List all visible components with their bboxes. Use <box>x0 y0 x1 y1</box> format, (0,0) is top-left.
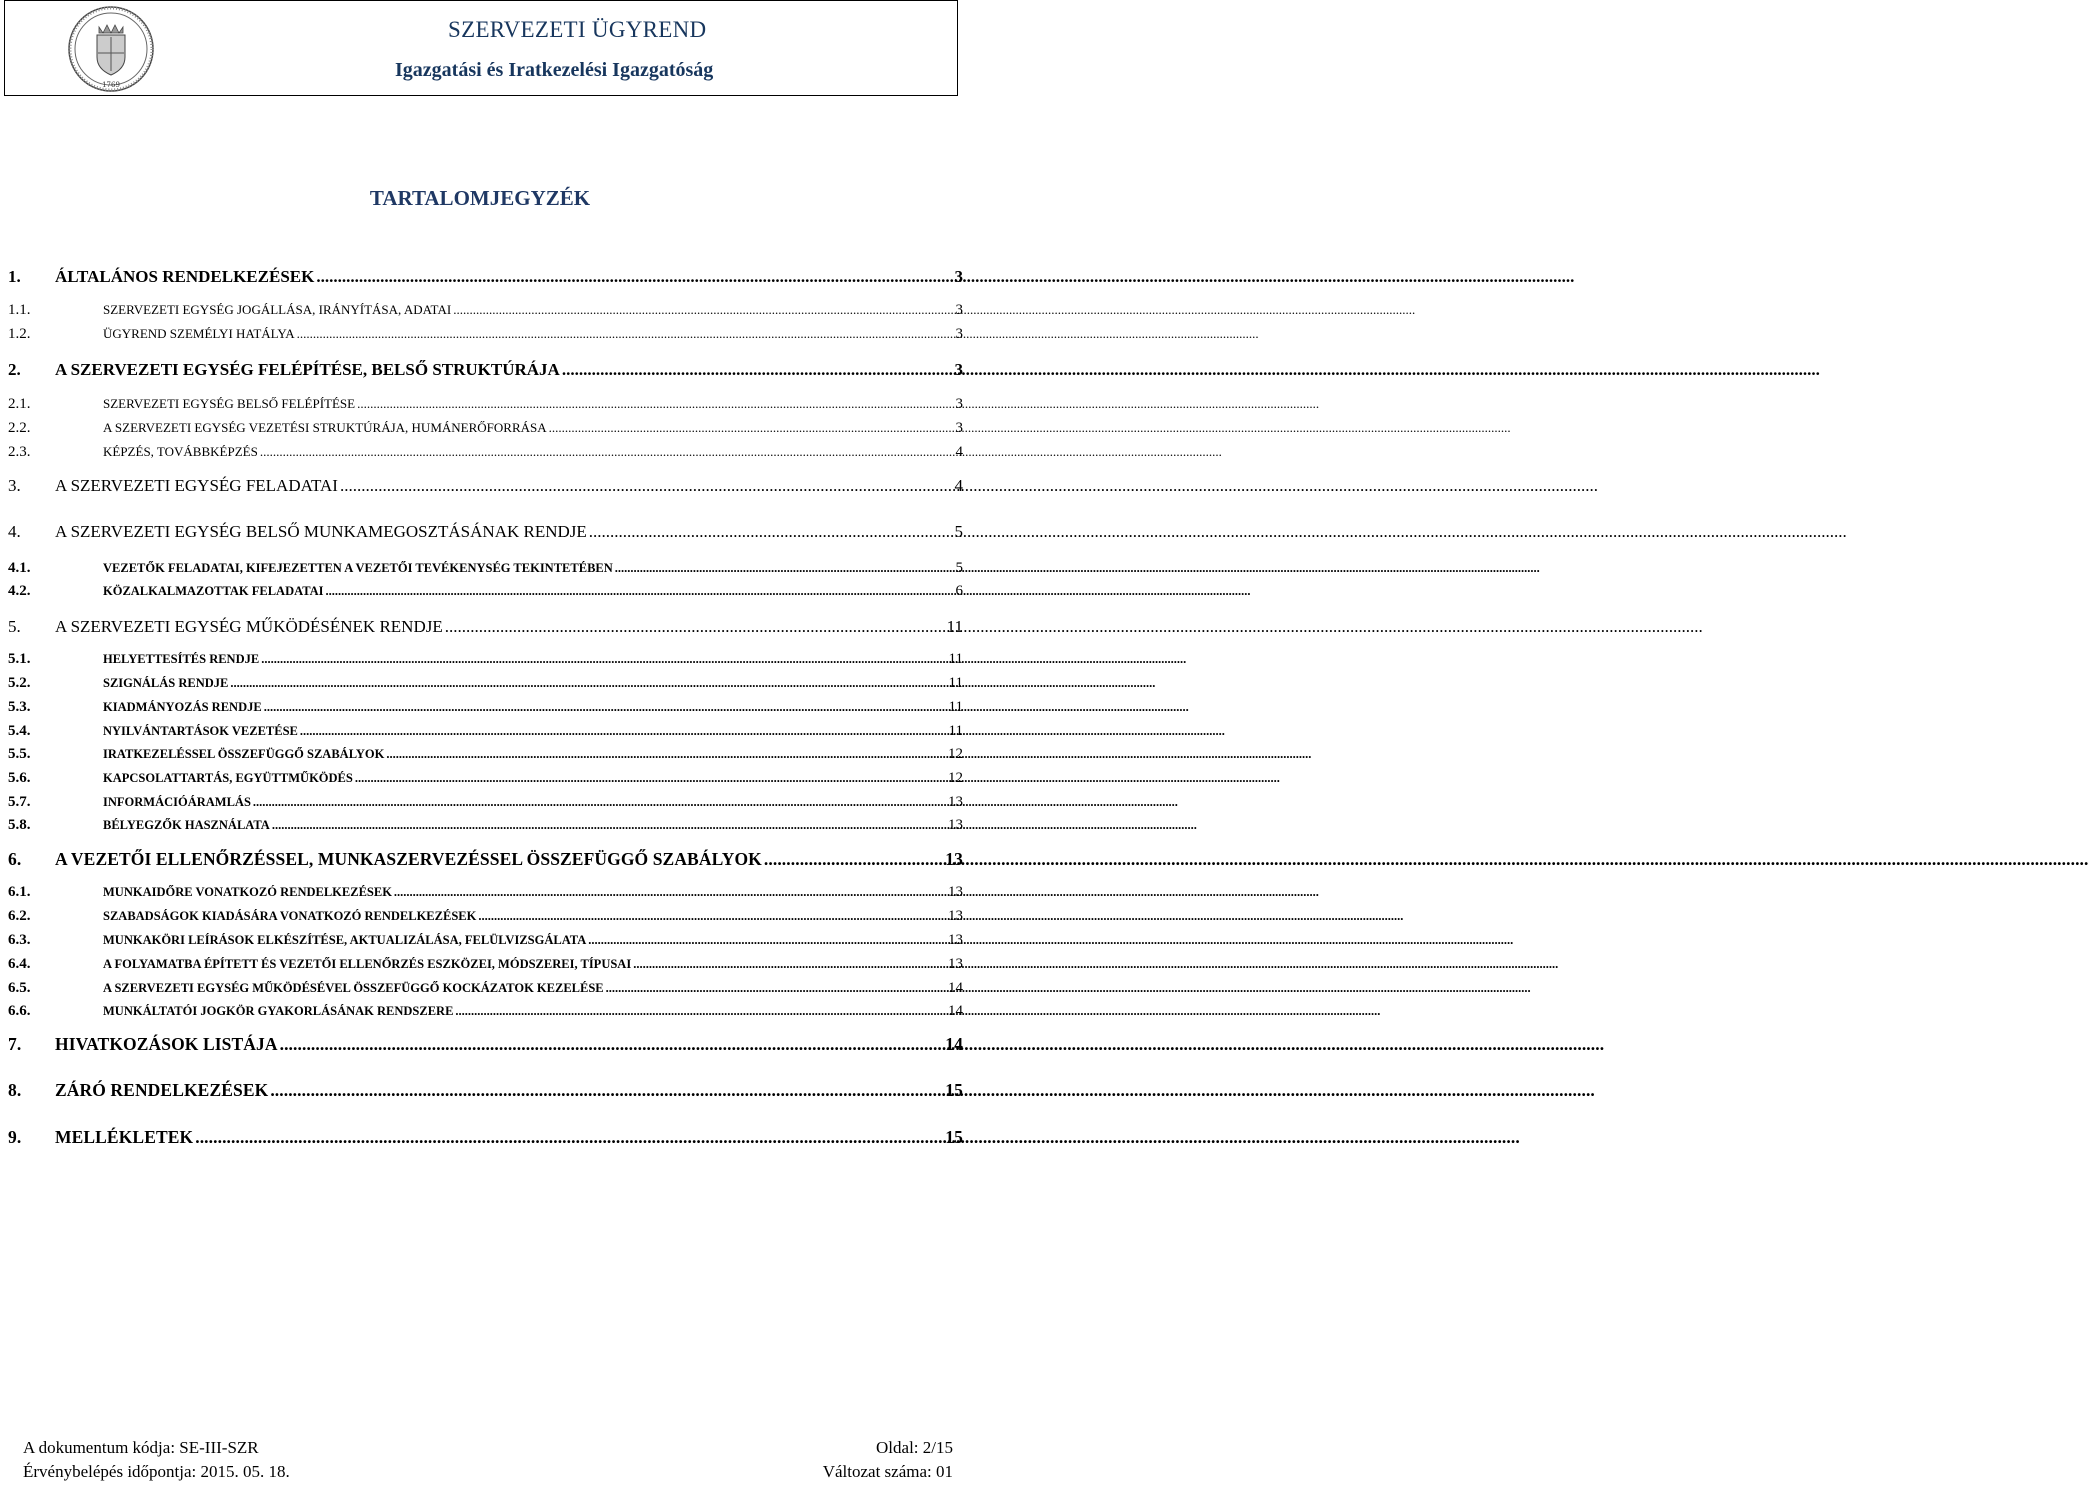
toc-entry[interactable] <box>8 932 963 949</box>
seal-year: 1769 <box>102 81 120 89</box>
toc-entry-page: 14 <box>948 980 963 996</box>
toc-dot-leader <box>326 584 954 599</box>
toc-entry-number: 1.1. <box>8 302 31 318</box>
toc-entry-number: 4.1. <box>8 560 31 576</box>
toc-entry[interactable] <box>8 980 963 997</box>
toc-entry[interactable] <box>8 267 963 287</box>
toc-entry-title: SZERVEZETI EGYSÉG JOGÁLLÁSA, IRÁNYÍTÁSA, ADATAI <box>103 302 452 317</box>
toc-entry-title: BÉLYEGZŐK HASZNÁLATA <box>103 818 270 832</box>
toc-entry-number: 6.5. <box>8 980 31 996</box>
toc-entry-page: 5 <box>954 522 963 541</box>
page-header <box>4 0 958 96</box>
toc-entry-page: 3 <box>955 302 963 318</box>
toc-dot-leader <box>261 652 946 667</box>
toc-entry[interactable] <box>8 1003 963 1020</box>
toc-entry-page: 14 <box>948 1003 963 1019</box>
toc-entry-page: 11 <box>948 651 963 667</box>
toc-entry[interactable] <box>8 956 963 973</box>
toc-entry-number: 4. <box>8 522 21 541</box>
toc-dot-leader <box>355 771 946 786</box>
toc-entry-number: 9. <box>8 1127 22 1147</box>
toc-entry[interactable] <box>8 699 963 716</box>
toc-entry-number: 7. <box>8 1034 22 1054</box>
toc-entry-number: 5.2. <box>8 675 31 691</box>
toc-entry[interactable] <box>8 522 963 542</box>
university-seal-logo <box>67 5 155 93</box>
toc-dot-leader <box>445 617 945 637</box>
toc-entry[interactable] <box>8 884 963 901</box>
toc-entry-title: SZERVEZETI EGYSÉG BELSŐ FELÉPÍTÉSE <box>103 396 356 411</box>
toc-entry[interactable] <box>8 420 963 437</box>
toc-dot-leader <box>280 1034 944 1055</box>
toc-dot-leader <box>340 476 953 496</box>
toc-entry-number: 1.2. <box>8 326 31 342</box>
toc-entry[interactable] <box>8 908 963 925</box>
toc-entry[interactable] <box>8 675 963 692</box>
toc-entry-title: KAPCSOLATTARTÁS, EGYÜTTMŰKÖDÉS <box>103 771 353 785</box>
toc-entry-title: A SZERVEZETI EGYSÉG FELÉPÍTÉSE, BELSŐ STRUKTÚRÁJA <box>55 360 560 379</box>
toc-dot-leader <box>230 676 946 691</box>
toc-entry[interactable] <box>8 1034 963 1055</box>
toc-entry-title: MUNKÁLTATÓI JOGKÖR GYAKORLÁSÁNAK RENDSZERE <box>103 1004 454 1018</box>
toc-dot-leader <box>300 724 947 739</box>
toc-entry-number: 5.3. <box>8 699 31 715</box>
toc-entry-number: 6.4. <box>8 956 31 972</box>
department-name: Igazgatási és Iratkezelési Igazgatóság <box>395 59 714 81</box>
toc-dot-leader <box>606 981 946 996</box>
toc-entry-title: ÁLTALÁNOS RENDELKEZÉSEK <box>55 267 315 286</box>
toc-entry-title: MELLÉKLETEK <box>55 1127 194 1147</box>
toc-entry-page: 4 <box>955 444 963 460</box>
toc-entry-page: 11 <box>946 617 963 636</box>
toc-dot-leader <box>478 909 946 924</box>
toc-entry[interactable] <box>8 617 963 637</box>
toc-entry-number: 2. <box>8 360 21 379</box>
toc-entry-number: 5.7. <box>8 794 31 810</box>
toc-entry-title: INFORMÁCIÓÁRAMLÁS <box>103 795 251 809</box>
toc-entry-title: A VEZETŐI ELLENŐRZÉSSEL, MUNKASZERVEZÉSSEL ÖSSZEFÜGGŐ SZABÁLYOK <box>55 849 762 869</box>
toc-dot-leader <box>264 700 947 715</box>
toc-entry-title: SZIGNÁLÁS RENDJE <box>103 676 229 690</box>
toc-dot-leader <box>253 795 946 810</box>
toc-entry-page: 13 <box>948 794 963 810</box>
toc-entry-number: 1. <box>8 267 21 286</box>
effective-date: Érvénybelépés időpontja: 2015. 05. 18. <box>23 1462 290 1481</box>
toc-entry[interactable] <box>8 302 963 319</box>
toc-entry-number: 2.2. <box>8 420 31 436</box>
toc-dot-leader <box>588 933 946 948</box>
toc-dot-leader <box>386 747 946 762</box>
toc-entry[interactable] <box>8 817 963 834</box>
toc-entry-title: ÜGYREND SZEMÉLYI HATÁLYA <box>103 326 295 341</box>
toc-entry-page: 13 <box>945 849 963 869</box>
toc-dot-leader <box>453 302 953 318</box>
toc-title: TARTALOMJEGYZÉK <box>369 186 591 210</box>
toc-entry[interactable] <box>8 1080 963 1101</box>
toc-entry-page: 4 <box>954 476 963 495</box>
toc-entry-page: 3 <box>955 326 963 342</box>
toc-entry-page: 3 <box>955 420 963 436</box>
footer-row-2 <box>23 1462 953 1482</box>
toc-entry-title: A SZERVEZETI EGYSÉG VEZETÉSI STRUKTÚRÁJA, HUMÁNERŐFORRÁSA <box>103 420 547 435</box>
toc-dot-leader <box>357 396 953 412</box>
toc-entry-page: 5 <box>955 560 963 576</box>
toc-entry-page: 13 <box>948 932 963 948</box>
toc-entry-number: 5.4. <box>8 723 31 739</box>
toc-entry-title: SZABADSÁGOK KIADÁSÁRA VONATKOZÓ RENDELKEZÉSEK <box>103 909 477 923</box>
toc-entry-number: 5.1. <box>8 651 31 667</box>
toc-entry-number: 2.1. <box>8 396 31 412</box>
toc-entry-title: NYILVÁNTARTÁSOK VEZETÉSE <box>103 724 298 738</box>
toc-entry-number: 5. <box>8 617 21 636</box>
toc-dot-leader <box>549 420 954 436</box>
toc-dot-leader <box>562 360 953 380</box>
toc-entry-page: 6 <box>955 583 963 599</box>
toc-entry-title: KÖZALKALMAZOTTAK FELADATAI <box>103 584 324 598</box>
toc-entry-number: 5.8. <box>8 817 31 833</box>
toc-entry-title: HIVATKOZÁSOK LISTÁJA <box>55 1034 278 1054</box>
toc-entry-number: 2.3. <box>8 444 31 460</box>
toc-dot-leader <box>633 957 946 972</box>
toc-entry-title: KIADMÁNYOZÁS RENDJE <box>103 700 262 714</box>
document-code: A dokumentum kódja: SE-III-SZR <box>23 1438 259 1457</box>
toc-entry-title: A SZERVEZETI EGYSÉG MŰKÖDÉSÉVEL ÖSSZEFÜGGŐ KOCKÁZATOK KEZELÉSE <box>103 981 604 995</box>
toc-entry[interactable] <box>8 444 963 461</box>
toc-entry-page: 15 <box>945 1127 963 1147</box>
toc-entry-title: A SZERVEZETI EGYSÉG BELSŐ MUNKAMEGOSZTÁSÁNAK RENDJE <box>55 522 587 541</box>
toc-entry-number: 5.6. <box>8 770 31 786</box>
toc-entry-page: 3 <box>955 396 963 412</box>
toc-entry-title: MUNKAKÖRI LEÍRÁSOK ELKÉSZÍTÉSE, AKTUALIZÁLÁSA, FELÜLVIZSGÁLATA <box>103 933 587 947</box>
toc-entry[interactable] <box>8 360 963 380</box>
toc-entry-title: MUNKAIDŐRE VONATKOZÓ RENDELKEZÉSEK <box>103 885 392 899</box>
toc-entry-page: 11 <box>948 675 963 691</box>
toc-entry-title: KÉPZÉS, TOVÁBBKÉPZÉS <box>103 444 258 459</box>
toc-entry-title: A FOLYAMATBA ÉPÍTETT ÉS VEZETŐI ELLENŐRZÉS ESZKÖZEI, MÓDSZEREI, TÍPUSAI <box>103 957 632 971</box>
toc-dot-leader <box>270 1080 943 1101</box>
toc-entry-page: 12 <box>948 770 963 786</box>
toc-entry[interactable] <box>8 583 963 600</box>
toc-dot-leader <box>394 885 946 900</box>
toc-dot-leader <box>316 267 952 287</box>
toc-entry-title: ZÁRÓ RENDELKEZÉSEK <box>55 1080 269 1100</box>
toc-dot-leader <box>589 522 953 542</box>
footer-row-1 <box>23 1438 953 1458</box>
toc-entry-title: A SZERVEZETI EGYSÉG MŰKÖDÉSÉNEK RENDJE <box>55 617 443 636</box>
toc-entry-page: 13 <box>948 884 963 900</box>
toc-entry-number: 6.2. <box>8 908 31 924</box>
toc-entry-page: 13 <box>948 956 963 972</box>
page-number: Oldal: 2/15 <box>876 1438 953 1457</box>
toc-entry-number: 6.3. <box>8 932 31 948</box>
toc-entry[interactable] <box>8 560 963 577</box>
toc-entry[interactable] <box>8 476 963 496</box>
toc-entry-page: 11 <box>948 699 963 715</box>
toc-entry-number: 5.5. <box>8 746 31 762</box>
toc-entry-number: 6.6. <box>8 1003 31 1019</box>
toc-entry-page: 13 <box>948 817 963 833</box>
toc-entry-title: HELYETTESÍTÉS RENDJE <box>103 652 260 666</box>
toc-dot-leader <box>195 1127 943 1148</box>
toc-entry[interactable] <box>8 746 963 763</box>
toc-entry-page: 14 <box>945 1034 963 1054</box>
toc-dot-leader <box>297 326 954 342</box>
toc-entry-number: 6. <box>8 849 22 869</box>
toc-dot-leader <box>764 849 943 870</box>
toc-entry-page: 3 <box>954 267 963 286</box>
toc-entry[interactable] <box>8 770 963 787</box>
toc-entry-page: 15 <box>945 1080 963 1100</box>
toc-entry[interactable] <box>8 849 963 870</box>
toc-entry[interactable] <box>8 651 963 668</box>
toc-entry[interactable] <box>8 326 963 343</box>
toc-dot-leader <box>615 561 954 576</box>
toc-entry-title: IRATKEZELÉSSEL ÖSSZEFÜGGŐ SZABÁLYOK <box>103 747 385 761</box>
toc-entry-page: 13 <box>948 908 963 924</box>
toc-entry-title: VEZETŐK FELADATAI, KIFEJEZETTEN A VEZETŐI TEVÉKENYSÉG TEKINTETÉBEN <box>103 561 613 575</box>
version-number: Változat száma: 01 <box>822 1462 953 1481</box>
document-title: SZERVEZETI ÜGYREND <box>448 17 707 42</box>
toc-entry-number: 3. <box>8 476 21 495</box>
toc-entry-title: A SZERVEZETI EGYSÉG FELADATAI <box>55 476 338 495</box>
toc-entry[interactable] <box>8 723 963 740</box>
toc-entry-page: 11 <box>948 723 963 739</box>
toc-entry-number: 8. <box>8 1080 22 1100</box>
toc-entry[interactable] <box>8 396 963 413</box>
toc-entry-number: 4.2. <box>8 583 31 599</box>
toc-entry-page: 3 <box>954 360 963 379</box>
toc-entry[interactable] <box>8 794 963 811</box>
toc-dot-leader <box>272 818 946 833</box>
toc-dot-leader <box>455 1004 946 1019</box>
toc-entry-number: 6.1. <box>8 884 31 900</box>
toc-entry-page: 12 <box>948 746 963 762</box>
toc-dot-leader <box>260 444 954 460</box>
toc-entry[interactable] <box>8 1127 963 1148</box>
